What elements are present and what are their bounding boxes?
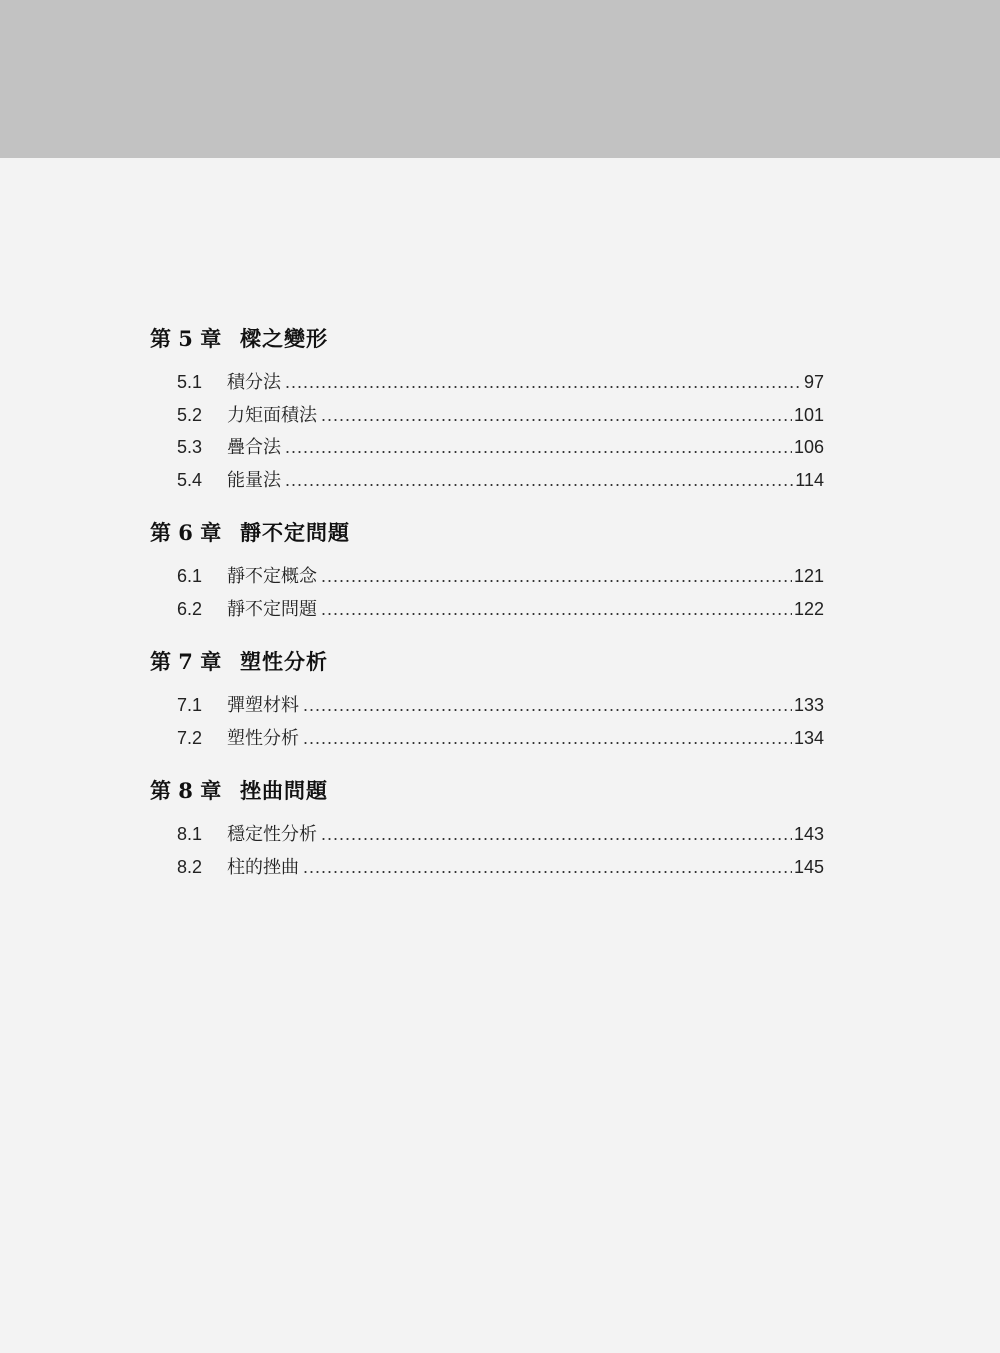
page-number: 122	[793, 598, 824, 619]
dot-leader	[303, 851, 792, 884]
chapter-heading	[150, 516, 824, 550]
toc-entry[interactable]	[150, 560, 824, 593]
section-number: 6.1	[177, 566, 203, 586]
section-number: 5.4	[177, 469, 203, 490]
page-number: 101	[793, 404, 824, 425]
chapter-title: 塑性分析	[240, 649, 328, 674]
section-number: 7.1	[177, 695, 203, 715]
toc-entry[interactable]	[150, 722, 824, 755]
toc-entry[interactable]	[150, 431, 824, 464]
toc-entry[interactable]	[150, 593, 824, 626]
chapter-5	[150, 322, 824, 496]
section-number: 8.2	[177, 856, 203, 877]
dot-leader	[303, 689, 792, 722]
page-number: 133	[793, 695, 824, 715]
section-title: 靜不定概念	[227, 566, 317, 586]
page-number: 145	[793, 856, 824, 877]
section-number: 8.1	[177, 824, 203, 844]
section-title: 穩定性分析	[227, 824, 317, 844]
section-title: 力矩面積法	[227, 404, 317, 425]
chapter-title: 靜不定問題	[240, 520, 350, 545]
dot-leader	[321, 593, 792, 626]
page-number: 134	[793, 727, 824, 748]
page-number: 121	[793, 566, 824, 586]
toc-entry[interactable]	[150, 851, 824, 884]
section-title: 塑性分析	[227, 727, 299, 748]
toc-entry[interactable]	[150, 464, 824, 497]
page-number: 97	[803, 372, 824, 392]
section-number: 6.2	[177, 598, 203, 619]
section-number: 5.3	[177, 437, 203, 457]
section-title: 彈塑材料	[227, 695, 299, 715]
chapter-label: 第 6 章	[150, 520, 222, 545]
dot-leader	[303, 722, 792, 755]
toc-entry[interactable]	[150, 689, 824, 722]
dot-leader	[285, 431, 792, 464]
page-number: 143	[793, 824, 824, 844]
chapter-heading	[150, 645, 824, 679]
section-title: 靜不定問題	[227, 598, 317, 619]
section-number: 5.1	[177, 372, 203, 392]
table-of-contents	[150, 322, 824, 903]
section-title: 疊合法	[227, 437, 281, 457]
chapter-8	[150, 774, 824, 883]
page-number: 106	[793, 437, 824, 457]
header-band	[0, 0, 1000, 158]
chapter-label: 第 7 章	[150, 649, 222, 674]
chapter-label: 第 5 章	[150, 326, 222, 351]
chapter-label: 第 8 章	[150, 778, 222, 803]
dot-leader	[285, 464, 793, 497]
dot-leader	[321, 399, 792, 432]
toc-entry[interactable]	[150, 366, 824, 399]
toc-entry[interactable]	[150, 399, 824, 432]
chapter-title: 樑之變形	[240, 326, 328, 351]
chapter-title: 挫曲問題	[240, 778, 328, 803]
dot-leader	[321, 560, 792, 593]
section-title: 能量法	[227, 469, 281, 490]
section-number: 5.2	[177, 404, 203, 425]
section-title: 積分法	[227, 372, 281, 392]
chapter-7	[150, 645, 824, 754]
dot-leader	[285, 366, 802, 399]
chapter-6	[150, 516, 824, 625]
page-number: 114	[795, 469, 824, 490]
toc-entry[interactable]	[150, 818, 824, 851]
section-title: 柱的挫曲	[227, 856, 299, 877]
chapter-heading	[150, 774, 824, 808]
chapter-heading	[150, 322, 824, 356]
dot-leader	[321, 818, 792, 851]
section-number: 7.2	[177, 727, 203, 748]
